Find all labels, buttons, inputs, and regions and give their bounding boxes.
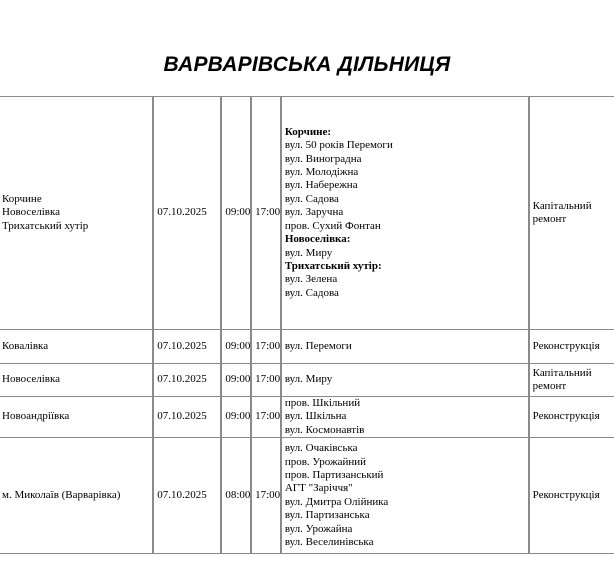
start-time-cell: 09:00: [221, 97, 251, 330]
end-time-cell: 17:00: [251, 438, 281, 554]
locations-cell: [0, 364, 153, 397]
streets-cell: [281, 330, 529, 364]
street-name: АГТ "Заріччя": [284, 482, 353, 495]
location-name: Новоселівка: [2, 373, 61, 386]
date-cell: 07.10.2025: [153, 364, 221, 397]
locations-cell: [0, 438, 153, 554]
settlement-heading-text: Корчине:: [284, 125, 332, 138]
date-cell: 07.10.2025: [153, 438, 221, 554]
start-time-cell: 09:00: [221, 330, 251, 364]
end-time-cell: 17:00: [251, 397, 281, 438]
street-name: вул. Партизанська: [284, 509, 370, 522]
start-time-cell: 09:00: [221, 397, 251, 438]
streets-cell: [281, 438, 529, 554]
street-name: вул. Виноградна: [284, 152, 362, 165]
locations-cell: [0, 397, 153, 438]
street-name: вул. Космонавтів: [284, 423, 365, 436]
settlement-heading-text: Новоселівка:: [284, 233, 351, 246]
work-type-cell: Реконструкція: [529, 330, 614, 364]
location-name: Корчине: [2, 192, 42, 205]
street-name: вул. Очаківська: [284, 442, 358, 455]
start-time-cell: 09:00: [221, 364, 251, 397]
table-row: [0, 364, 614, 397]
street-name: вул. Урожайна: [284, 522, 353, 535]
work-type-cell: Реконструкція: [529, 438, 614, 554]
outage-schedule-table: [0, 96, 614, 554]
street-name: вул. Миру: [284, 246, 333, 259]
work-type-cell: Капітальний ремонт: [529, 97, 614, 330]
street-name: вул. 50 років Перемоги: [284, 139, 393, 152]
table-row: [0, 330, 614, 364]
date-cell: 07.10.2025: [153, 97, 221, 330]
location-name: Ковалівка: [2, 339, 49, 352]
work-type-cell: Капітальний ремонт: [529, 364, 614, 397]
location-name: Новоандріївка: [2, 410, 70, 423]
street-name: пров. Шкільний: [284, 397, 361, 409]
street-name: вул. Зелена: [284, 273, 338, 286]
location-name: м. Миколаїв (Варварівка): [2, 489, 121, 502]
date-cell: 07.10.2025: [153, 397, 221, 438]
start-time-cell: 08:00: [221, 438, 251, 554]
settlement-heading: [285, 233, 525, 246]
street-name: вул. Шкільна: [284, 410, 347, 423]
street-name: вул. Дмитра Олійника: [284, 495, 389, 508]
street-name: вул. Миру: [284, 373, 333, 386]
street-name: вул. Садова: [284, 286, 339, 299]
settlement-heading: [285, 260, 525, 273]
street-name: вул. Перемоги: [284, 339, 352, 352]
location-name: Новоселівка: [2, 206, 61, 219]
work-type-cell: Реконструкція: [529, 397, 614, 438]
street-name: вул. Набережна: [284, 179, 358, 192]
table-row: [0, 397, 614, 438]
street-name: пров. Сухий Фонтан: [284, 219, 381, 232]
locations-cell: [0, 97, 153, 330]
street-name: пров. Урожайний: [284, 455, 367, 468]
end-time-cell: 17:00: [251, 97, 281, 330]
streets-cell: [281, 364, 529, 397]
table-row: [0, 97, 614, 330]
settlement-heading-text: Трихатський хутір:: [284, 259, 382, 272]
date-cell: 07.10.2025: [153, 330, 221, 364]
street-name: пров. Партизанський: [284, 468, 384, 481]
end-time-cell: 17:00: [251, 364, 281, 397]
street-name: вул. Молодіжна: [284, 166, 359, 179]
street-name: вул. Заручна: [284, 206, 344, 219]
location-name: Трихатський хутір: [2, 219, 89, 232]
street-name: вул. Веселинівська: [284, 535, 374, 548]
streets-cell: [281, 97, 529, 330]
page-title: ВАРВАРІВСЬКА ДІЛЬНИЦЯ: [163, 53, 451, 76]
end-time-cell: 17:00: [251, 330, 281, 364]
street-name: вул. Садова: [284, 192, 339, 205]
locations-cell: [0, 330, 153, 364]
streets-cell: [281, 397, 529, 438]
settlement-heading: [285, 126, 525, 139]
table-row: [0, 438, 614, 554]
